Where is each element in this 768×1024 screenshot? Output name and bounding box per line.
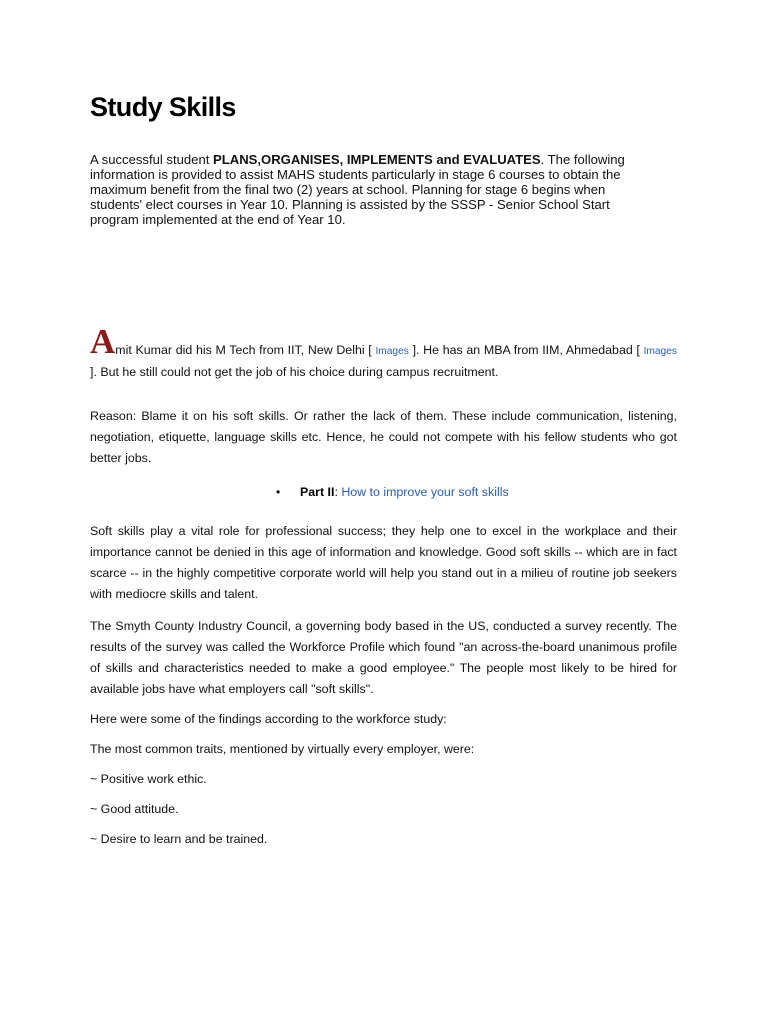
article-body	[90, 322, 677, 859]
bullet-icon: •	[276, 485, 281, 499]
images-link-iim[interactable]: Images	[643, 346, 677, 357]
drop-cap: A	[90, 322, 116, 361]
intro-text-start: A successful student	[90, 152, 214, 167]
traits-intro: The most common traits, mentioned by virtually every employer, were:	[90, 742, 475, 756]
intro-bold-keywords: PLANS,ORGANISES, IMPLEMENTS and EVALUATES	[213, 152, 541, 167]
soft-skills-paragraph: Soft skills play a vital role for professional success; they help one to excel in the workplace and their importance cannot be denied in this age of information and knowledge. Good soft skills -- which are in fact scarce -- in the highly competitive corporate world will help you stand out in a milieu of routine job seekers with mediocre skills and talent.	[90, 524, 677, 601]
article-first-paragraph	[90, 322, 677, 383]
intro-text-rest: . The following information is provided to assist MAHS students particularly in stage 6 courses to obtain the maximum benefit from the final two (2) years at school. Planning for stage 6 begins when students' elect courses in Year 10. Planning is assisted by the SSSP - Senior School Start program implemented at the end of Year 10.	[90, 152, 625, 227]
para1-text-3: ]. But he still could not get the job of his choice during campus recruitment.	[90, 365, 499, 379]
trait-item: ~ Good attitude.	[90, 802, 179, 816]
survey-paragraph: The Smyth County Industry Council, a governing body based in the US, conducted a survey recently. The results of the survey was called the Workforce Profile which found "an across-the-board unanimous profile of skills and characteristics needed to make a good employee." The people most likely to be hired for available jobs have what employers call "soft skills".	[90, 619, 677, 696]
trait-item: ~ Desire to learn and be trained.	[90, 832, 268, 846]
reason-paragraph: Reason: Blame it on his soft skills. Or rather the lack of them. These include communication, listening, negotiation, etiquette, language skills etc. Hence, he could not compete with his fellow students who got better jobs.	[90, 409, 677, 465]
soft-skills-link[interactable]: How to improve your soft skills	[341, 485, 509, 499]
findings-intro: Here were some of the findings according to the workforce study:	[90, 712, 447, 726]
para1-text-2: ]. He has an MBA from IIM, Ahmedabad [	[408, 343, 644, 357]
page-title: Study Skills	[90, 92, 236, 122]
para1-text-1: mit Kumar did his M Tech from IIT, New Delhi [	[115, 343, 376, 357]
part-two-bullet	[90, 482, 677, 503]
bullet-lead-label: Part II	[300, 485, 335, 499]
images-link-iit[interactable]: Images	[375, 346, 409, 357]
trait-item: ~ Positive work ethic.	[90, 772, 207, 786]
bullet-separator: :	[334, 485, 342, 499]
intro-paragraph	[90, 152, 650, 227]
